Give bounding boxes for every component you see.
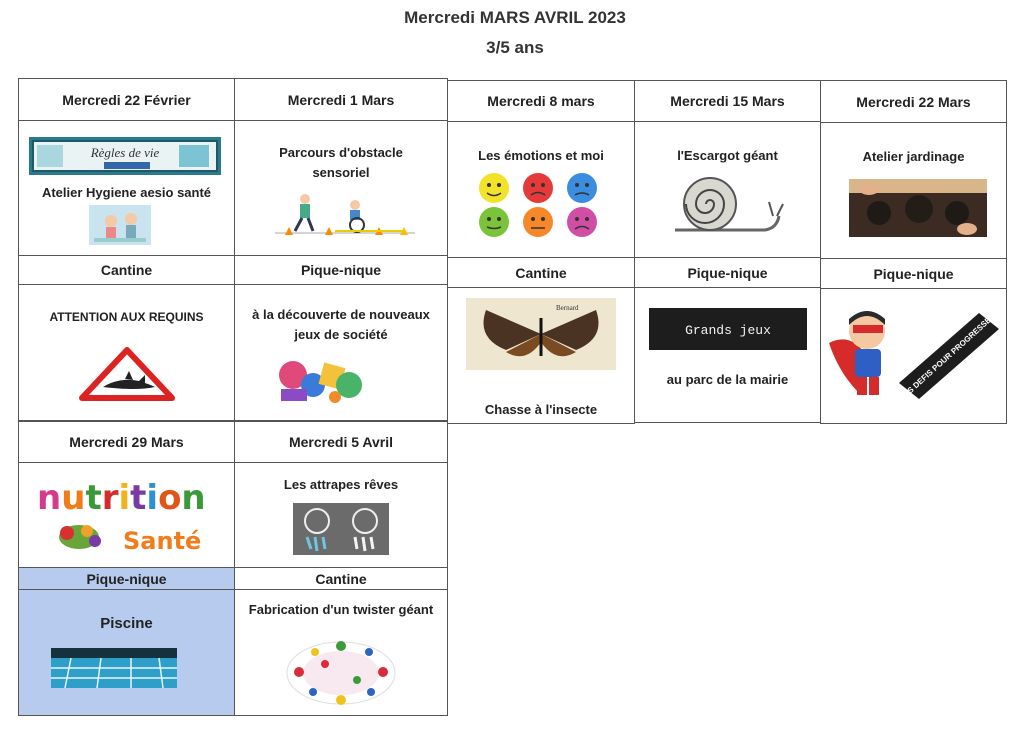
activity-label: l'Escargot géant [677,148,778,163]
day-header: Mercredi 29 Mars [18,421,235,463]
challenge-banner-label: DES DEFIS POUR PROGRESSER [897,311,998,403]
lunch-cell: Cantine [447,257,635,288]
activity-label: Les attrapes rêves [283,477,399,492]
afternoon-cell [18,284,235,421]
obstacle-course-image [275,189,415,245]
activity-cell [234,462,448,568]
board-games-image [275,355,367,405]
activity-label: Les émotions et moi [478,148,604,163]
afternoon-cell [18,589,235,716]
lunch-cell: Pique-nique [634,257,821,288]
afternoon-label: Fabrication d'un twister géant [248,602,434,617]
lunch-cell: Cantine [234,567,448,590]
svg-text:Bernard: Bernard [556,304,579,312]
activity-label: Atelier jardinage [862,149,965,164]
afternoon-cell [447,287,635,424]
page-title: Mercredi MARS AVRIL 2023 [404,8,626,27]
superhero-image [829,303,999,403]
afternoon-label: à la découverte de nouveaux jeux de société [252,307,430,342]
lunch-cell: Pique-nique [234,255,448,285]
afternoon-label: au parc de la mairie [666,372,789,387]
rules-banner-image [29,137,221,175]
afternoon-cell [234,284,448,421]
day-header: Mercredi 5 Avril [234,421,448,463]
afternoon-cell [234,589,448,716]
nutrition-logo-text: nutrition [37,478,206,518]
swimming-pool-photo [51,648,177,688]
emotion-faces-image [473,172,603,240]
butterfly-painting [466,298,616,370]
activity-cell [18,462,235,568]
day-header: Mercredi 1 Mars [234,78,448,121]
afternoon-cell [820,288,1007,424]
afternoon-label: Chasse à l'insecte [484,402,598,417]
activity-cell [447,121,635,258]
nutrition-logo [37,473,217,559]
kids-hygiene-image [89,205,151,245]
activity-label: Atelier Hygiene aesio santé [41,185,212,200]
snail-image [665,172,785,236]
activity-label: Parcours d'obstacle sensoriel [279,145,403,180]
lunch-cell: Cantine [18,255,235,285]
grands-jeux-sign [649,308,807,350]
lunch-cell: Pique-nique [820,258,1007,289]
lunch-cell: Pique-nique [18,567,235,590]
day-header: Mercredi 22 Février [18,78,235,121]
activity-cell [634,121,821,258]
day-header: Mercredi 22 Mars [820,80,1007,123]
afternoon-label: ATTENTION AUX REQUINS [49,310,204,324]
dreamcatcher-image [293,503,389,555]
gardening-photo [849,179,987,237]
grands-jeux-label: Grands jeux [685,323,771,338]
rules-banner-label: Règles de vie [90,145,160,160]
twister-mat-image [285,640,397,706]
activity-cell [234,120,448,256]
page-subtitle: 3/5 ans [486,38,544,57]
sante-label: Santé [123,527,202,555]
afternoon-label: Piscine [100,615,153,632]
afternoon-cell [634,287,821,423]
activity-cell [820,122,1007,259]
day-header: Mercredi 15 Mars [634,80,821,122]
day-header: Mercredi 8 mars [447,80,635,122]
shark-warning-sign [79,347,175,401]
activity-cell [18,120,235,256]
